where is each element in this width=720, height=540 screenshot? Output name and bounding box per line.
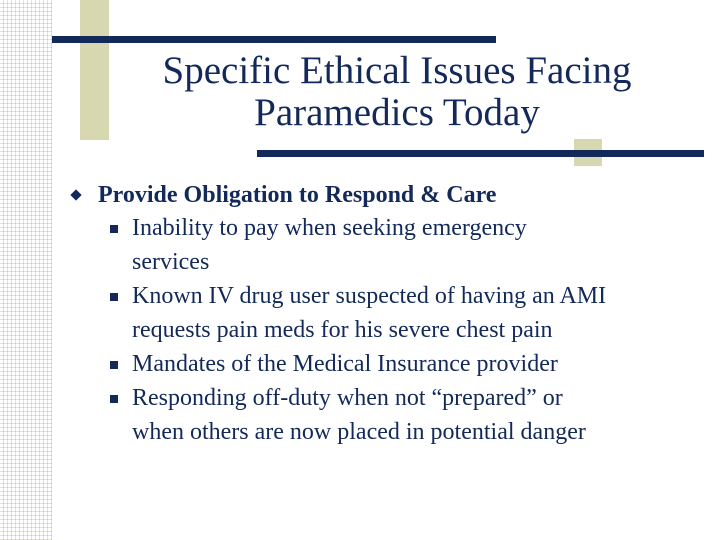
diamond-bullet-icon: [70, 189, 81, 200]
slide-title-line2: Paramedics Today: [254, 91, 540, 134]
sub-bullet-line: Responding off-duty when not “prepared” or: [132, 385, 563, 411]
sub-bullet-item: [72, 347, 702, 381]
title-rule-bottom: [257, 150, 704, 157]
main-bullet-item: [72, 180, 702, 211]
square-bullet-icon: [110, 225, 118, 233]
sub-bullet-line: Known IV drug user suspected of having an AMI: [132, 283, 607, 309]
decorative-block-top: [80, 0, 109, 140]
square-bullet-icon: [110, 293, 118, 301]
sub-bullet-line: Inability to pay when seeking emergency: [132, 215, 527, 241]
decorative-stripe-panel: [0, 0, 52, 540]
sub-bullet-line: requests pain meds for his severe chest pain: [132, 317, 553, 343]
sub-bullet-item: [72, 381, 702, 449]
title-rule-top: [52, 36, 496, 43]
slide-title-line1: Specific Ethical Issues Facing: [162, 49, 632, 92]
sub-bullet-item: [72, 279, 702, 347]
sub-bullet-line: services: [132, 249, 210, 275]
sub-bullet-item: [72, 211, 702, 279]
main-bullet-text: Provide Obligation to Respond & Care: [98, 182, 497, 208]
square-bullet-icon: [110, 395, 118, 403]
sub-bullet-line: when others are now placed in potential danger: [132, 419, 586, 445]
slide-title: [112, 50, 682, 134]
slide-content: [72, 180, 702, 449]
square-bullet-icon: [110, 361, 118, 369]
sub-bullet-line: Mandates of the Medical Insurance provider: [132, 351, 558, 377]
